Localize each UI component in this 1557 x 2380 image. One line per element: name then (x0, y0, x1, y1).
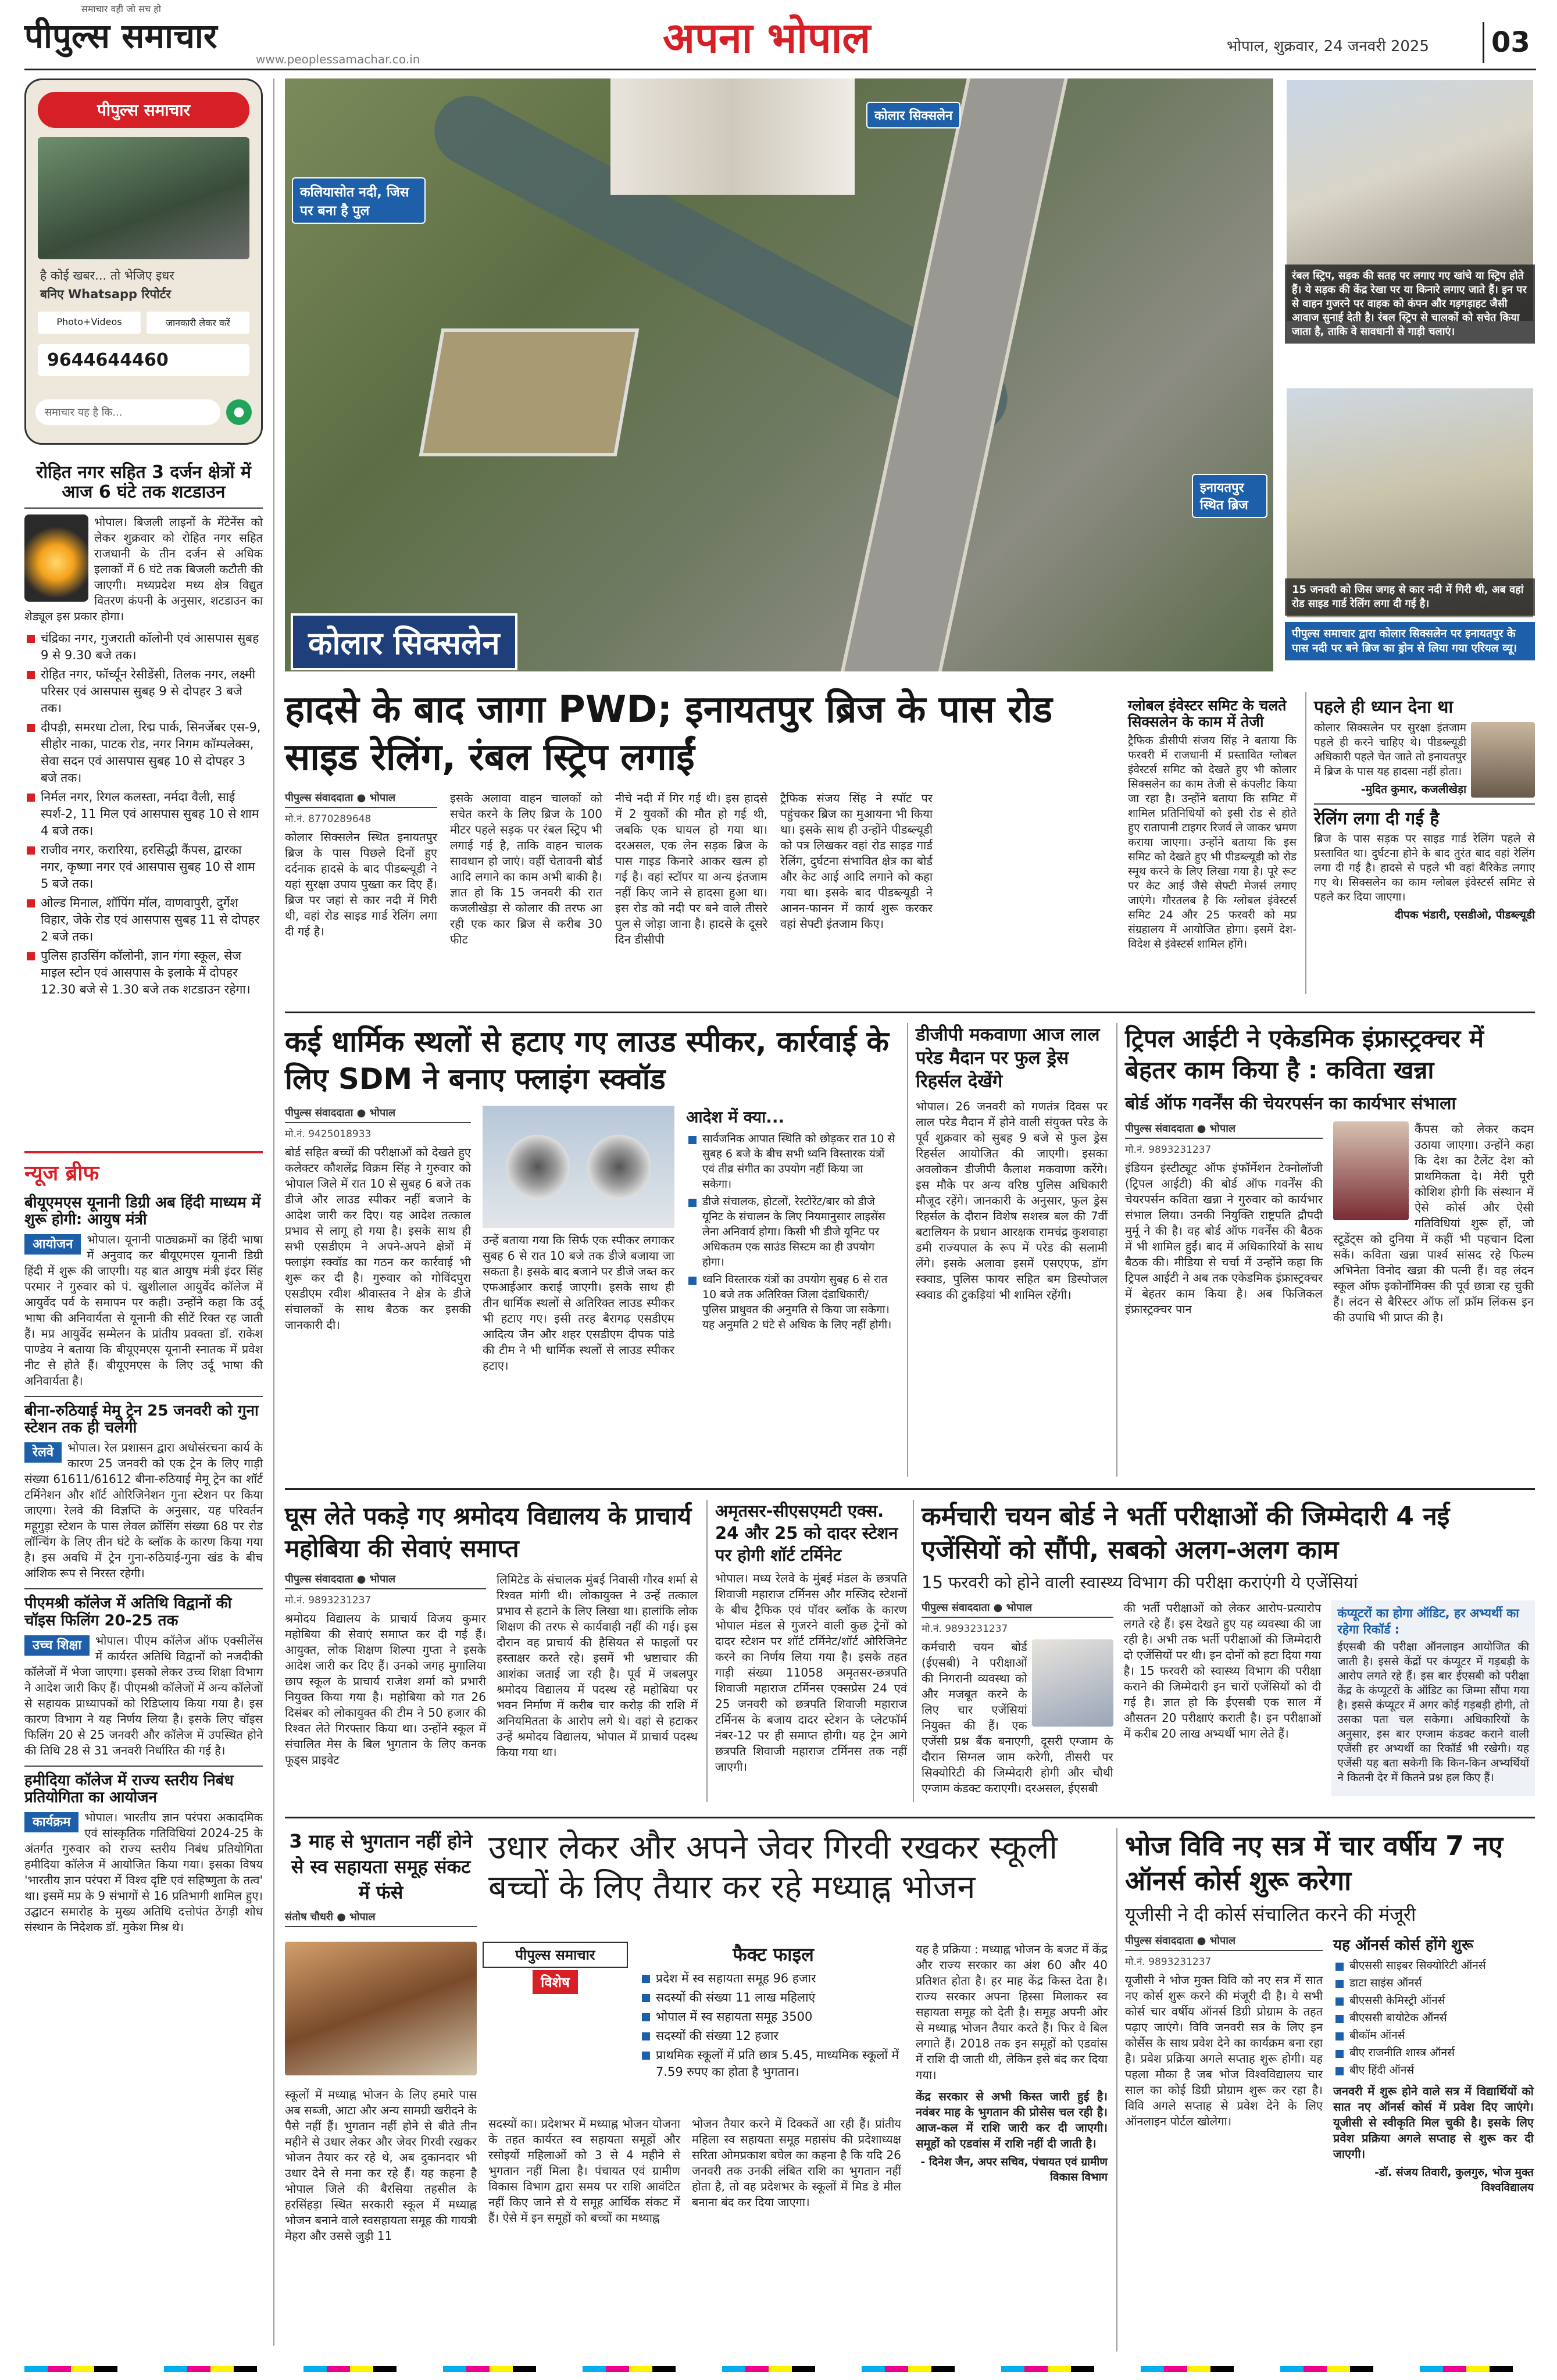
promo-text2: बनिए Whatsapp रिपोर्टर (40, 287, 171, 301)
fact-item: सदस्यों की संख्या 11 लाख महिलाएं (640, 1989, 907, 2006)
pay-byline: संतोष चौधरी ● भोपाल (285, 1910, 477, 1927)
mdm-col2: सदस्यों का। प्रदेशभर में मध्याह्न भोजन योजना के तहत कार्यरत स्व सहायता समूहों और रसोइयों महिलाओं को 3 से 4 महीने से भुगतान नहीं मिला है। पंचायत एवं ग्रामीण विकास विभाग द्वारा समय पर राशि आवंटित नहीं किए जाने से ये समूह आर्थिक संकट में हैं। ऐसे में इन समूहों को बच्चों का मध्याह्न (488, 2117, 680, 2225)
iiit-byline: पीपुल्स संवाददाता ● भोपाल (1125, 1121, 1323, 1139)
fact-file-title: फैक्ट फाइल (733, 1943, 814, 1966)
opinion2-name: दीपक भंडारी, एसडीओ, पीडब्ल्यूडी (1395, 909, 1535, 922)
order-item: सार्वजनिक आपात स्थिति को छोड़कर रात 10 से सुबह 6 बजे के बीच सभी ध्वनि विस्तारक यंत्रों एवं तीव्र संगीत का उपयोग नहीं किया जा सकेगा। (686, 1131, 895, 1192)
bribe-mobile: मो.नं. 9893231237 (285, 1595, 372, 1606)
board-col1: कर्मचारी चयन बोर्ड (ईएसबी) ने परीक्षाओं की निगरानी व्यवस्था को और मजबूत करने के लिए चार एजेंसियां नियुक्त की हैं। एक एजेंसी प्रश्न बैंक बनाएगी, दूसरी एग्जाम के दौरान सिग्नल जाम करेगी, तीसरी पर सिक्योरिटी की जिम्मेदारी होगी और चौथी एग्जाम कंडक्ट कराएगी। दरअसल, ईएसबी (922, 1640, 1113, 1795)
brief1-headline: बीयूएमएस यूनानी डिग्री अब हिंदी माध्यम में शुरू होगी: आयुष मंत्री (24, 1194, 261, 1229)
course-item: डाटा साइंस ऑनर्स (1333, 1975, 1534, 1991)
pwd-byline: पीपुल्स संवाददाता ● भोपाल (285, 791, 437, 808)
brief2-tag: रेलवे (24, 1442, 62, 1463)
brief4-headline: हमीदिया कॉलेज में राज्य स्तरीय निबंध प्रतियोगिता का आयोजन (24, 1771, 234, 1806)
bhoj-note: जनवरी में शुरू होने वाले सत्र में विद्यार्थियों को सात नए ऑनर्स कोर्स में प्रवेश दिए जाएंगे। यूजीसी से स्वीकृति मिल चुकी है। इसके लिए प्रवेश प्रक्रिया अगले सप्ताह से शुरू कर दी जाएगी। (1333, 2084, 1534, 2161)
bribe-col1: श्रमोदय विद्यालय के प्राचार्य विजय कुमार महोबिया की सेवाएं समाप्त कर दी गई हैं। आयुक्त, लोक शिक्षण शिल्पा गुप्ता ने इसके आदेश जारी कर दिए हैं। उनको जगह मुगालिया छाप स्कूल के प्राचार्य राजेश शर्मा को प्रभारी नियुक्त किया गया है। महोबिया को गत 26 दिसंबर को लोकायुक्त की टीम ने 50 हजार की रिश्वत लेते गिरफ्तार किया था। उन्होंने स्कूल में संचालित मेस के बिल भुगतान के लिए कनक फूड्स प्राइवेट (285, 1611, 486, 1767)
brief3-tag: उच्च शिक्षा (24, 1635, 90, 1656)
pwd-col4: ट्रैफिक संजय सिंह ने स्पॉट पर पहुंचकर ब्रिज का मुआयना भी किया था। इसके साथ ही उन्होंने पीडब्ल्यूडी को पत्र लिखकर वहां रोड साइड गार्ड रेलिंग, दुर्घटना संभावित क्षेत्र का बोर्ड और केट आई आदि लगाने को कहा गया था। इसके बाद पीडब्ल्यूडी ने आनन-फानन में कार्य शुरू करकर वहां सेफ्टी इंतजाम किए। (780, 791, 933, 931)
fact-item: भोपाल में स्व सहायता समूह 3500 (640, 2009, 907, 2025)
board-side-body: ईएसबी की परीक्षा ऑनलाइन आयोजित की जाती है। इससे केंद्रों पर कंप्यूटर में गड़बड़ी के आरोप लगते रहे हैं। इस बार ईएसबी को परीक्षा केंद्र के कंप्यूटरों के ऑडिट का जिम्मा सौंपा गया है। इससे कंप्यूटर में अगर कोई गड़बड़ी होगी, तो उसका पता चल सकेगा। अधिकारियों के अनुसार, इस बार एग्जाम कंडक्ट कराने वाली एजेंसी हर अभ्यर्थी का रिकॉर्ड भी रखेगी। यह एजेंसी यह बता सकेगी कि किन-किन अभ्यर्थियों ने कितनी देर में कितने प्रश्न हल किए हैं। (1337, 1641, 1529, 1784)
loud-mobile: मो.नं. 9425018933 (285, 1128, 372, 1140)
mic-icon[interactable]: ● (226, 399, 252, 425)
bhoj-mobile: मो.नं. 9893231237 (1125, 1956, 1212, 1968)
iiit-col1: इंडियन इंस्टीट्यूट ऑफ इंफॉर्मेशन टेक्नोलॉजी (ट्रिपल आईटी) की बोर्ड ऑफ गवर्नेंस की चेयरपर्सन कविता खन्ना ने गुरुवार को कार्यभार संभाल लिया। उनकी नियुक्ति राष्ट्रपति द्रौपदी मुर्मू ने की है। वह बोर्ड ऑफ गवर्नेंस की बैठक में भी शामिल हुईं। बाद में अधिकारियों के साथ बैठक की। मीडिया से चर्चा में उन्होंने कहा कि ट्रिपल आईटी ने अब तक एकेडमिक इंफ्रास्ट्रक्चर में बेहतर काम किया है। अब फिजिकल इंफ्रास्ट्रक्चर पान (1125, 1161, 1323, 1316)
pwd-mobile: मो.नं. 8770289648 (285, 813, 372, 825)
fact-file (640, 1942, 907, 2083)
loud-order-list (686, 1131, 895, 1332)
board-col2: की भर्ती परीक्षाओं को लेकर आरोप-प्रत्यारोप लगते रहे हैं। इस देखते हुए यह व्यवस्था की जा रही है। अभी तक भर्ती परीक्षाओं की जिम्मेदारी दो एजेंसियों पर थी। इन दोनों को हटा दिया गया है। 15 फरवरी को स्वास्थ्य विभाग की परीक्षा कराने की जिम्मेदारी इन चारों एजेंसियों को दी गई है। ज्ञात हो कि ईएसबी एक साल में औसतन 20 परीक्षाएं कराती है। इन परीक्षाओं में करीब 20 लाख अभ्यर्थी भाग लेते हैं। (1123, 1601, 1322, 1741)
course-item: बीए हिंदी ऑनर्स (1333, 2063, 1534, 2078)
board-subhead: 15 फरवरी को होने वाली स्वास्थ्य विभाग की परीक्षा कराएंगी ये एजेंसियां (922, 1573, 1358, 1592)
board-headline: कर्मचारी चयन बोर्ड ने भर्ती परीक्षाओं की जिम्मेदारी 4 नई एजेंसियों को सौंपी, सबको अलग-अलग काम (922, 1502, 1450, 1565)
dgp-body: भोपाल। 26 जनवरी को गणतंत्र दिवस पर लाल परेड मैदान में होने वाली संयुक्त परेड के पूर्व शुक्रवार को सुबह 9 बजे से फुल ड्रेस रिहर्सल आयोजित की जाएगी। इसका अवलोकन डीजीपी कैलाश मकवाणा करेंगे। इस मौके पर अन्य वरिष्ठ पुलिस अधिकारी मौजूद रहेंगे। जानकारी के अनुसार, फुल ड्रेस रिहर्सल के दौरान विशेष सशस्त्र बल की 7वीं बटालियन के प्रधान आरक्षक रामचंद्र कुशवाहा डमी राज्यपाल के रूप में परेड की सलामी लेंगे। इसके अलावा इसमें एसएएफ, डॉग स्क्वाड, पुलिस फायर सहित बम डिस्पोजल स्क्वाड की टुकड़ियां भी शामिल रहेंगी। (916, 1099, 1108, 1302)
bhoj-byline: पीपुल्स संवाददाता ● भोपाल (1125, 1934, 1323, 1951)
loud-box-title: आदेश में क्या... (686, 1107, 785, 1127)
meal-photo (285, 1942, 477, 2075)
person-photo (1471, 722, 1535, 798)
iiit-mobile: मो.नं. 9893231237 (1125, 1144, 1212, 1156)
power-schedule-list (24, 630, 263, 998)
schedule-item: ओल्ड मिनाल, शॉपिंग मॉल, वाणवापुरी, दुर्गेश विहार, जेके रोड एवं आसपास सुबह 11 से दोपहर 2 बजे तक। (24, 895, 263, 945)
amritsar-story (715, 1500, 907, 1775)
iiit-col2: कैंपस को लेकर कदम उठाया जाएगा। उन्होंने कहा कि देश का टैलेंट देश को प्राथमिकता दे। मेरी पूरी कोशिश होगी कि संस्थान में ऐसे कोर्स और ऐसी गतिविधियां शुरू हों, जो स्टूडेंट्स को दुनिया में कहीं भी पहचान दिला सकें। कविता खन्ना पार्श्व सांसद रहे फिल्म अभिनेता विनोद खन्ना की पत्नी हैं। वह लंदन स्कूल ऑफ इकोनॉमिक्स की पूर्व छात्रा रह चुकी हैं। लंदन से बैरिस्टर ऑफ लॉ फ्रॉम लिंकस इन की उपाधि भी प्राप्त की है। (1333, 1122, 1534, 1324)
dateline: भोपाल, शुक्रवार, 24 जनवरी 2025 (1227, 38, 1430, 55)
board-story (922, 1500, 1535, 1796)
course-list (1333, 1958, 1534, 2078)
dgp-story (916, 1023, 1108, 1303)
course-item: बीए राजनीति शास्त्र ऑनर्स (1333, 2045, 1534, 2060)
promo-phone: 9644644460 (38, 344, 249, 376)
opinion-box (1314, 698, 1535, 922)
course-item: बीएससी बायोटेक ऑनर्स (1333, 2010, 1534, 2025)
opinion2-body: ब्रिज के पास सड़क पर साइड गार्ड रेलिंग पहले से प्रस्तावित था। दुर्घटना होने के बाद तुरंत बाद वहां रेलिंग लगा दी गई है। हादसे से पहले भी वहां बैरिकेड लगाए गए थे। सिक्सलेन का काम ग्लोबल इंवेस्टर्स समिट से पहले कर दिया जाएगा। (1314, 832, 1535, 904)
photo-credit: पीपुल्स समाचार द्वारा कोलार सिक्सलेन पर इनायतपुर के पास नदी पर बने ब्रिज का ड्रोन से लिया गया एरियल व्यू। (1285, 622, 1535, 660)
amritsar-headline: अमृतसर-सीएसएमटी एक्स. 24 और 25 को दादर स्टेशन पर होगी शॉर्ट टर्मिनेट (715, 1501, 898, 1565)
pwd-headline: हादसे के बाद जागा PWD; इनायतपुर ब्रिज के पास रोड साइड रेलिंग, रंबल स्ट्रिप लगाईं (285, 688, 1053, 779)
bhoj-subhead: यूजीसी ने दी कोर्स संचालित करने की मंजूरी (1125, 1903, 1416, 1925)
summit-headline: ग्लोबल इंवेस्टर समिट के चलते सिक्सलेन के काम में तेजी (1128, 697, 1287, 730)
fact-item: प्राथमिक स्कूलों में प्रति छात्र 5.45, माध्यमिक स्कूलों में 7.59 रुपए का होता है भुगतान। (640, 2047, 907, 2081)
sports-ground (419, 328, 640, 456)
opinion1-headline: पहले ही ध्यान देना था (1314, 697, 1454, 717)
order-item: डीजे संचालक, होटलों, रेस्टोरेंट/बार को डीजे यूनिट के संचालन के लिए नियमानुसार लाइसेंस लेना अनिवार्य होगा। किसी भी डीजे यूनिट पर अधिकतम एक साउंड सिस्टम का ही उपयोग होगा। (686, 1194, 895, 1270)
section-title: अपना भोपाल (663, 13, 871, 62)
iiit-story (1125, 1023, 1535, 1325)
bribe-col2: लिमिटेड के संचालक मुंबई निवासी गौरव शर्मा से रिश्वत मांगी थी। लोकायुक्त ने उन्हें तत्काल प्रभाव से हटाने के लिए लिखा था। हालांकि लोक शिक्षण की तरफ से कार्यवाही नहीं की गई। इस दौरान वह प्राचार्य की हैसियत से फाइलों पर हस्ताक्षर करते रहे। इसमें भी भ्रष्टाचार की आशंका जताई जा रही है। पूर्व में जबलपुर श्रमोदय विद्यालय में पदस्थ रहे महोबिया पर भवन निर्माण में करीब चार करोड़ की राशि में अनियमितता के आरोप लगे थे। वहां से हटाकर उन्हें श्रमोदय विद्यालय, भोपाल में प्राचार्य पदस्थ किया गया था। (497, 1573, 698, 1759)
bribe-story (285, 1500, 698, 1768)
loud-headline: कई धार्मिक स्थलों से हटाए गए लाउड स्पीकर, कार्रवाई के लिए SDM ने बनाए फ्लाइंग स्क्वॉड (285, 1025, 889, 1096)
mdm-quote: केंद्र सरकार से अभी किस्त जारी हुई है। नवंबर माह के भुगतान की प्रोसेस चल रही है। आज-कल में राशि जारी कर दी जाएगी। समूहों को एडवांस में राशि नहीं दी जाती है। (916, 2089, 1108, 2150)
masthead (0, 0, 1557, 87)
writing-photo (1032, 1639, 1113, 1727)
brief3-headline: पीएमश्री कॉलेज में अतिथि विद्वानों की चॉइस फिलिंग 20-25 तक (24, 1595, 232, 1629)
loud-byline: पीपुल्स संवाददाता ● भोपाल (285, 1106, 471, 1123)
loudspeaker-story (285, 1023, 895, 1374)
page-number: 03 (1483, 22, 1535, 63)
mdm-col1: स्कूलों में मध्याह्न भोजन के लिए हमारे पास अब सब्जी, आटा और अन्य सामग्री खरीदने के पैसे नहीं हैं। भुगतान नहीं होने से बीते तीन महीने से उधार लेकर और जेवर गिरवी रखकर भोजन तैयार कर रहे थे, अब दुकानदार भी उधार देने से मना कर रहे हैं। यह कहना है भोपाल जिले की बैरसिया तहसील के हरसिंहड़ा स्थित सरकारी स्कूल में मध्याह्न भोजन बनाने वाले स्वसहायता समूह की गायत्री मेहरा और उससे जुड़ी 11 (285, 2088, 477, 2243)
brief2-body: भोपाल। रेल प्रशासन द्वारा अधोसंरचना कार्य के कारण 25 जनवरी को एक ट्रेन के लिए गाड़ी संख्या 61611/61612 बीना-रुठियाई मेमू ट्रेन का शॉर्ट टर्मिनेशन और शॉर्ट ओरिजिनेशन गुना स्टेशन पर किया जाएगा। रेलवे की विज्ञप्ति के अनुसार, यह परिवर्तन महूगुड़ा स्टेशन के पास लेवल क्रॉसिंग संख्या 68 पर रोड लॉन्चिंग के लिए तीन घंटे के ब्लॉक के कारण किया गया है। इस अवधि में ट्रेन गुना-रुठियाई-गुना खंड के बीच आंशिक रूप से निरस्त रहेगी। (24, 1441, 263, 1581)
course-item: बीएससी केमिस्ट्री ऑनर्स (1333, 1993, 1534, 2008)
schedule-item: निर्मल नगर, रिगल कलस्ता, नर्मदा वैली, साई स्पर्श-2, 11 मिल एवं आसपास सुबह 10 से शाम 4 बजे तक। (24, 789, 263, 839)
schedule-item: दीपड़ी, समरधा टोला, रिद्म पार्क, सिनर्जेबर एस-9, सीहोर नाका, पाटक रोड, नगर निगम कॉम्पलेक्स, सेवा सदन एवं आसपास सुबह 10 से दोपहर 3 बजे तक। (24, 719, 263, 787)
promo-message-input[interactable]: समाचार यह है कि... (35, 399, 220, 425)
power-headline: रोहित नगर सहित 3 दर्जन क्षेत्रों में आज 6 घंटे तक शटडाउन (24, 459, 263, 509)
promo-option-photo[interactable]: Photo+Videos (38, 312, 141, 334)
fact-item: सदस्यों की संख्या 12 हजार (640, 2028, 907, 2045)
pwd-sidebar-summit (1128, 698, 1297, 952)
paper-tagline: समाचार वही जो सच हो (81, 3, 161, 15)
brief3-body: भोपाल। पीएम कॉलेज ऑफ एक्सीलेंस में कार्यरत अतिथि विद्वानों को नजदीकी कॉलेजों में भेजा जाएगा। इसको लेकर उच्च शिक्षा विभाग ने आदेश जारी किए हैं। पीएमश्री कॉलेजों में अन्य कॉलेजों से सहायक प्राध्यापकों को रिडिप्लाय किया गया है। इस कारण विभाग ने यह निर्णय लिया है। इसके लिए चॉइस फिलिंग 20 से 25 जनवरी और कॉलेज में उपस्थित होने की तिथि 28 से 31 जनवरी निर्धारित की गई है। (24, 1633, 263, 1757)
bhoj-list-title: यह ऑनर्स कोर्स होंगे शुरू (1333, 1936, 1474, 1954)
pwd-col3: नीचे नदी में गिर गई थी। इस हादसे में 2 युवकों की मौत हो गई थी, जबकि एक घायल हो गया था। दरअसल, एक लेन सड़क ब्रिज के पास गाइड किनारे आकर खत्म हो गई है। वहां स्टॉपर या अन्य इंतजाम नहीं किए जाने से हादसा हुआ था। इस रोड को नदी पर बने वाले तीसरे पुल से जोड़ा जाना है। हादसे के दूसरे दिन डीसीपी (615, 791, 767, 946)
board-byline: पीपुल्स संवाददाता ● भोपाल (922, 1600, 1113, 1618)
whatsapp-promo (24, 78, 263, 445)
opinion2-headline: रेलिंग लगा दी गई है (1314, 803, 1535, 829)
mdm-quote-name: - दिनेश जैन, अपर सचिव, पंचायत एवं ग्रामीण विकास विभाग (920, 2156, 1108, 2184)
schedule-item: पुलिस हाउसिंग कॉलोनी, ज्ञान गंगा स्कूल, सेज माइल स्टोन एवं आसपास के इलाके में दोपहर 12.30 बजे से 1.30 बजे तक शटडाउन रहेगा। (24, 948, 263, 998)
brief4-tag: कार्यक्रम (24, 1812, 78, 1832)
aerial-photo (285, 78, 1273, 671)
course-item: बीकॉम ऑनर्स (1333, 2028, 1534, 2043)
power-intro: भोपाल। बिजली लाइनों के मेंटेनेंस को लेकर शुक्रवार को रोहित नगर सहित राजधानी के तीन दर्जन से अधिक इलाकों में 6 घंटे तक बिजली कटौती की जाएगी। मध्यप्रदेश मध्य क्षेत्र विद्युत वितरण कंपनी के अनुसार, शटडाउन का शेड्यूल इस प्रकार होगा। (24, 515, 263, 624)
schedule-item: राजीव नगर, करारिया, हरसिद्धी कैंपस, द्वारका नगर, कृष्णा नगर एवं आसपास सुबह 10 से शाम 5 बजे तक। (24, 842, 263, 892)
label-inayatpur-bridge: इनायतपुर स्थित ब्रिज (1192, 474, 1267, 518)
bribe-headline: घूस लेते पकड़े गए श्रमोदय विद्यालय के प्राचार्य महोबिया की सेवाएं समाप्त (285, 1502, 692, 1563)
bhoj-note-name: -डॉ. संजय तिवारी, कुलगुरु, भोज मुक्त विश्वविद्यालय (1374, 2166, 1534, 2194)
bulb-icon (24, 514, 88, 602)
brief1-tag: आयोजन (24, 1234, 81, 1255)
news-brief (24, 1151, 263, 2343)
kavita-photo (1333, 1121, 1409, 1220)
iiit-headline: ट्रिपल आईटी ने एकेडमिक इंफ्रास्ट्रक्चर में बेहतर काम किया है : कविता खन्ना (1125, 1024, 1484, 1084)
schedule-item: रोहित नगर, फॉर्च्यून रेसीडेंसी, तिलक नगर, लक्ष्मी परिसर एवं आसपास सुबह 9 से दोपहर 3 बजे तक। (24, 666, 263, 717)
bribe-byline: पीपुल्स संवाददाता ● भोपाल (285, 1572, 486, 1589)
loudspeaker-photo (483, 1106, 674, 1228)
photo-title-banner: कोलार सिक्सलेन (291, 613, 517, 670)
paper-logo (24, 13, 269, 59)
mdm-headline: उधार लेकर और अपने जेवर गिरवी रखकर स्कूली बच्चों के लिए तैयार कर रहे मध्याह्न भोजन (488, 1829, 1058, 1906)
website-url: www.peoplessamachar.co.in (256, 52, 420, 66)
fact-item: प्रदेश में स्व सहायता समूह 96 हजार (640, 1970, 907, 1987)
print-color-strip (24, 2366, 1536, 2372)
opinion1-body: कोलार सिक्सलेन पर सुरक्षा इंतजाम पहले ही करने चाहिए थे। पीडब्ल्यूडी अधिकारी पहले चेत जाते तो इनायतपुर में ब्रिज के पास यह हादसा नहीं होता। (1314, 721, 1466, 778)
news-brief-title: न्यूज ब्रीफ (24, 1151, 263, 1191)
order-item: ध्वनि विस्तारक यंत्रों का उपयोग सुबह 6 से रात 10 बजे तक अतिरिक्त जिला दंडाधिकारी/ पुलिस प्राधुवत की अनुमति से किया जा सकेगा। यह अनुमति 2 घंटे से अधिक के लिए नहीं होगी। (686, 1272, 895, 1332)
label-kaliyasot: कलियासोत नदी, जिस पर बना है पुल (292, 177, 426, 224)
payment-sidebar (285, 1828, 477, 1931)
special-tag: विशेष (533, 1970, 578, 1994)
promo-photo (38, 137, 249, 259)
special-tag-box (483, 1942, 628, 1994)
pwd-col2: इसके अलावा वाहन चालकों को सचेत करने के लिए ब्रिज के 100 मीटर पहले सड़क पर रंबल स्ट्रिप भी लगाई गई है, ताकि वाहन चालक सावधान हो जाएं। वहीं चेतावनी बोर्ड आदि लगाने का काम अभी बाकी है। ज्ञात हो कि 15 जनवरी की रात कजलीखेड़ा से कोलार की तरफ आ रही एक कार ब्रिज से करीब 30 फीट (450, 791, 602, 946)
course-item: बीएससी साइबर सिक्योरिटी ऑनर्स (1333, 1958, 1534, 1973)
iiit-subhead: बोर्ड ऑफ गवर्नेंस की चेयरपर्सन का कार्यभार संभाला (1125, 1093, 1456, 1114)
opinion1-name: -मुदित कुमार, कजलीखेड़ा (1360, 782, 1466, 796)
bhoj-story (1125, 1828, 1535, 2195)
buildings (610, 78, 855, 195)
label-kolar-sixlane: कोलार सिक्सलेन (866, 102, 960, 128)
amritsar-body: भोपाल। मध्य रेलवे के मुंबई मंडल के छत्रपति शिवाजी महाराज टर्मिनस और मस्जिद स्टेशनों के बीच ट्रैफिक एवं पॉवर ब्लॉक के कारण भोपाल मंडल से गुजरने वाली कुछ ट्रेनों को दादर स्टेशन पर शॉर्ट टर्मिनेट/शॉर्ट ओरिजिनेट करने का निर्णय लिया गया है। इसके तहत गाड़ी संख्या 11058 अमृतसर-छत्रपति शिवाजी महाराज टर्मिनस एक्सप्रेस 24 एवं 25 जनवरी को छत्रपति शिवाजी महाराज टर्मिनस के बजाय दादर स्टेशन के प्लेटफॉर्म नंबर-12 पर ही समाप्त होगी। यह ट्रेन आगे छत्रपति शिवाजी महाराज टर्मिनस तक नहीं जाएगी। (715, 1571, 907, 1774)
inset-rumble-caption: रंबल स्ट्रिप, सड़क की सतह पर लगाए गए खांचे या स्ट्रिप होते हैं। ये सड़क की केंद्र रेखा पर या किनारे लगाए जाते हैं। इन पर से वाहन गुजरने पर वाहक को कंपन और गड़गड़ाहट जैसी आवाज सुनाई देती है। रंबल स्ट्रिप से चालकों को सचेत किया जाता है, ताकि वे सावधानी से गाड़ी चलाएं। (1285, 265, 1535, 344)
board-side-headline: कंप्यूटरों का होगा ऑडिट, हर अभ्यर्थी का रहेगा रिकॉर्ड : (1337, 1606, 1519, 1636)
pay-headline: 3 माह से भुगतान नहीं होने से स्व सहायता समूह संकट में फंसे (289, 1830, 473, 1903)
loud-col2: उन्हें बताया गया कि सिर्फ एक स्पीकर लगाकर सुबह 6 से रात 10 बजे तक डीजे बजाया जा सकता है। इसके बाद बजाने पर डीजे जब्त कर एफआईआर कराई जाएगी। इसके साथ ही तीन धार्मिक स्थलों से अतिरिक्त लाउड स्पीकर भी हटाए गए। इसी तरह बैरागढ़ एसडीएम आदित्य जैन और शहर एसडीएम दीपक पांडे की टीम ने भी धार्मिक स्थलों से लाउड स्पीकर हटाए। (483, 1233, 674, 1373)
summit-body: ट्रैफिक डीसीपी संजय सिंह ने बताया कि फरवरी में राजधानी में प्रस्तावित ग्लोबल इंवेस्टर्स समिट को देखते हुए भी कोलार सिक्सलेन का काम तेजी से कंपलीट किया जा रहा है। उन्होंने बताया कि समिट में शामिल प्रतिनिधियों को इसी रोड से होते हुए रातापानी टाइगर रिजर्व ले जाकर भ्रमण कराया जाएगा। उन्होंने बताया कि इस समिट को देखते हुए भी पीडब्ल्यूडी को रोड स्मूथ करने के लिए लिखा गया है। पूरे रूट पर केट आई जैसे सेफ्टी मेजर्स लगाए जाएंगे। गौरतलब है कि ग्लोबल इंवेस्टर्स समिट 24 और 25 फरवरी को मप्र संग्रहालय में आयोजित होगा। इसमें देश-विदेश से इंवेस्टर्स शामिल होंगे। (1128, 734, 1297, 950)
dgp-headline: डीजीपी मकवाणा आज लाल परेड मैदान पर फुल ड्रेस रिहर्सल देखेंगे (916, 1024, 1100, 1092)
loud-col1: बोर्ड सहित बच्चों की परीक्षाओं को देखते हुए कलेक्टर कौशलेंद्र विक्रम सिंह ने गुरुवार को भोपाल जिले में रात 10 से सुबह 6 बजे तक डीजे और लाउड स्पीकर नहीं बजाने के आदेश जारी कर दिए। यह आदेश तत्काल प्रभाव से लागू हो गया है। इसके साथ ही सभी एसडीएम ने अपने-अपने क्षेत्रों में फ्लाइंग स्क्वॉड का गठन कर कार्रवाई भी शुरू कर दी है। गुरुवार को गोविंदपुरा एसडीएम रवीश श्रीवास्तव ने क्षेत्र के डीजे संचालकों के साथ बैठक कर इसकी जानकारी दी। (285, 1145, 471, 1332)
pwd-col1: कोलार सिक्सलेन स्थित इनायतपुर ब्रिज के पास पिछले दिनों हुए दर्दनाक हादसे के बाद पीडब्ल्यूडी ने यहां सुरक्षा उपाय पुख्ता कर दिए हैं। ब्रिज पर जहां से कार नदी में गिरी थी, वहां रोड साइड गार्ड रेलिंग लगा दी गई है। (285, 830, 437, 938)
bhoj-col1: यूजीसी ने भोज मुक्त विवि को नए सत्र में सात नए कोर्स शुरू करने की मंजूरी दी है। ये सभी कोर्स चार वर्षीय ऑनर्स डिग्री प्रोग्राम के तहत पढ़ाए जाएंगे। विवि जनवरी सत्र के लिए इन कोर्सेस के साथ प्रवेश देने का कार्यक्रम बना रहा है। प्रवेश प्रक्रिया अगले सप्ताह शुरू होगी। यह पहला मौका है जब भोज विश्वविद्यालय चार साल का कोई डिग्री प्रोग्राम शुरू कर रहा है। विवि अगले सप्ताह से प्रवेश देने के लिए ऑनलाइन पोर्टल खोलेगा। (1125, 1973, 1323, 2128)
fact-list (640, 1970, 907, 2081)
mdm-right (916, 1942, 1108, 2184)
promo-option-info[interactable]: जानकारी लेकर करें (147, 312, 249, 334)
special-paper: पीपुल्स समाचार (483, 1942, 628, 1968)
board-mobile: मो.नं. 9893231237 (922, 1623, 1008, 1635)
brief2-headline: बीना-रुठियाई मेमू ट्रेन 25 जनवरी को गुना स्टेशन तक ही चलेगी (24, 1402, 259, 1437)
promo-app-name: पीपुल्स समाचार (38, 92, 249, 128)
schedule-item: चंद्रिका नगर, गुजराती कॉलोनी एवं आसपास सुबह 9 से 9.30 बजे तक। (24, 630, 263, 664)
bhoj-headline: भोज विवि नए सत्र में चार वर्षीय 7 नए ऑनर्स कोर्स शुरू करेगा (1125, 1830, 1504, 1896)
brief1-body: भोपाल। यूनानी पाठ्यक्रमों का हिंदी भाषा में अनुवाद कर बीयूएमएस यूनानी डिग्री हिंदी में शुरू की जाएगी। यह बात आयुष मंत्री इंदर सिंह परमार ने गुरुवार को पं. खुशीलाल आयुर्वेद कॉलेज में आयुर्वेद पर्व के समापन पर कही। उन्होंने कहा कि उर्दू भाषा की अनिवार्यता से यूनानी की सीटें रिक्त रह जाती हैं। मप्र आयुर्वेद सम्मेलन के प्रांतीय प्रवक्ता डॉ. राकेश पाण्डेय ने बताया कि बीयूएमएस यूनानी स्नातक में प्रवेश नीट से होते हैं। बीयूएमएस के लिए उर्दू भाषा की अनिवार्यता है। (24, 1232, 263, 1388)
paper-name: पीपुल्स समाचार (24, 16, 217, 56)
mdm-col3: भोजन तैयार करने में दिक्कतें आ रही हैं। प्रांतीय महिला स्व सहायता समूह महासंघ की प्रदेशाध्यक्ष सरिता ओमप्रकाश बघेल का कहना है कि यदि 26 जनवरी तक उनकी लंबित राशि का भुगतान नहीं होता है, तो वह प्रदेशभर के स्कूलों में मिड डे मील बनाना बंद कर दिया जाएगा। (692, 2117, 901, 2209)
mdm-col4: यह है प्रक्रिया : मध्याह्न भोजन के बजट में केंद्र और राज्य सरकार का अंश 60 और 40 प्रतिशत होता है। हर माह केंद्र किस्त देता है। राज्य सरकार अपना हिस्सा मिलाकर स्व सहायता समूह को देती है। समूह अपनी ओर से मध्याह्न भोजन तैयार करते हैं। फिर वे बिल लगाते हैं। 2018 तक इन समूहों को एडवांस में राशि दी जाती थी, लेकिन इसे बंद कर दिया गया। (916, 1942, 1108, 2082)
brief4-body: भोपाल। भारतीय ज्ञान परंपरा अकादमिक एवं सांस्कृतिक गतिविधियां 2024-25 के अंतर्गत गुरुवार को राज्य स्तरीय निबंध प्रतियोगिता हमीदिया कॉलेज में आयोजित किया गया। इसका विषय 'भारतीय ज्ञान परंपरा में विश्व दृष्टि एवं सहिष्णुता के तत्व' था। इसमें मप्र के 9 संभागों से 16 प्रतिभागी शामिल हुए। उद्घाटन समारोह के मुख्य अतिथि दत्तोपंत ठेंगड़ी शोध संस्थान के निदेशक डॉ. मुकेश मिश्र थे। (24, 1810, 263, 1934)
power-shutdown-story (24, 459, 263, 1128)
promo-text1: है कोई खबर... तो भेजिए इधर (40, 269, 174, 283)
inset-railing-caption: 15 जनवरी को जिस जगह से कार नदी में गिरी थी, अब वहां रोड साइड गार्ड रेलिंग लगा दी गई है। (1285, 578, 1535, 616)
